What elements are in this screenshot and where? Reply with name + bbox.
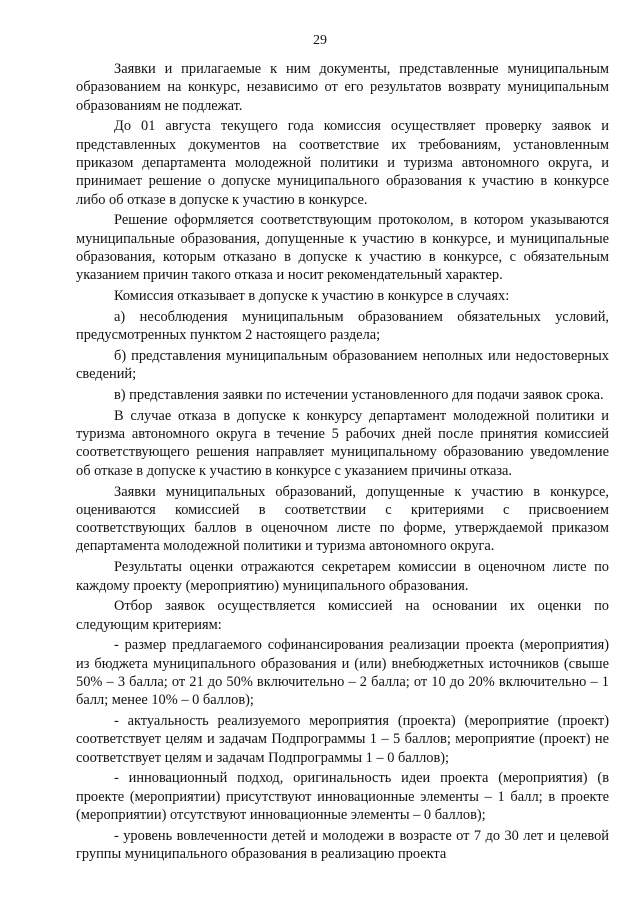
paragraph-selection-criteria: Отбор заявок осуществляется комиссией на основании их оценки по следующим критериям: <box>76 598 609 633</box>
criterion-relevance: - актуальность реализуемого мероприятия (проекта) (мероприятие (проект) соответствует целям и задачам Подпрограммы 1 – 5 баллов; мероприятие (проект) не соответствует целям и задачам Подпрограммы 1 – 0 баллов); <box>76 713 609 766</box>
list-item-case-b: б) представления муниципальным образованием неполных или недостоверных сведений; <box>76 347 609 383</box>
paragraph-commission-review: До 01 августа текущего года комиссия осуществляет проверку заявок и представленных документов на соответствие их требованиям, установленным приказом департамента молодежной политики и туризма автономного округа, и принимает решение о допуске муниципального образования к участию в конкурсе либо об отказе в допуске к участию в конкурсе. <box>76 118 609 208</box>
document-body <box>76 60 609 863</box>
paragraph-documents-not-returned: Заявки и прилагаемые к ним документы, представленные муниципальным образованием на конкурс, независимо от его результатов возврату муниципальным образованиям не подлежат. <box>76 61 609 114</box>
criterion-innovation: - инновационный подход, оригинальность идеи проекта (мероприятия) (в проекте (мероприятии) присутствуют инновационные элементы – 1 балл; в проекте (мероприятии) отсутствуют инновационные элементы – 0 баллов); <box>76 770 609 824</box>
paragraph-refusal-cases: Комиссия отказывает в допуске к участию в конкурсе в случаях: <box>114 288 510 305</box>
criterion-youth-involvement: - уровень вовлеченности детей и молодежи в возрасте от 7 до 30 лет и целевой группы муниципального образования в реализацию проекта <box>76 827 609 863</box>
list-item-case-a: а) несоблюдения муниципальным образованием обязательных условий, предусмотренных пунктом 2 настоящего раздела; <box>76 308 609 344</box>
page-number: 29 <box>313 33 327 48</box>
paragraph-evaluation: Заявки муниципальных образований, допущенные к участию в конкурсе, оцениваются комиссией в соответствии с критериями с присвоением соответствующих баллов в оценочном листе по форме, утверждаемой приказом департамента молодежной политики и туризма автономного округа. <box>76 483 609 555</box>
criterion-cofinancing: - размер предлагаемого софинансирования реализации проекта (мероприятия) из бюджета муниципального образования и (или) внебюджетных источников (свыше 50% – 3 балла; от 21 до 50% включительно – 2 балла; от 10 до 20% включительно – 1 балл; менее 10% – 0 баллов); <box>76 637 609 709</box>
paragraph-decision-protocol: Решение оформляется соответствующим протоколом, в котором указываются муниципальные образования, допущенные к участию в конкурсе, и муниципальные образования, которым отказано в допуске к участию в конкурсе, с обязательным указанием причин такого отказа и носит рекомендательный характер. <box>76 212 609 284</box>
paragraph-evaluation-results: Результаты оценки отражаются секретарем комиссии в оценочном листе по каждому проекту (мероприятию) муниципального образования. <box>76 559 609 594</box>
paragraph-refusal-notice: В случае отказа в допуске к конкурсу департамент молодежной политики и туризма автономного округа в течение 5 рабочих дней после принятия комиссией соответствующего решения направляет муниципальному образованию уведомление об отказе в допуске к участию в конкурсе с указанием причины отказа. <box>76 407 609 479</box>
list-item-case-c: в) представления заявки по истечении установленного для подачи заявок срока. <box>114 387 604 404</box>
